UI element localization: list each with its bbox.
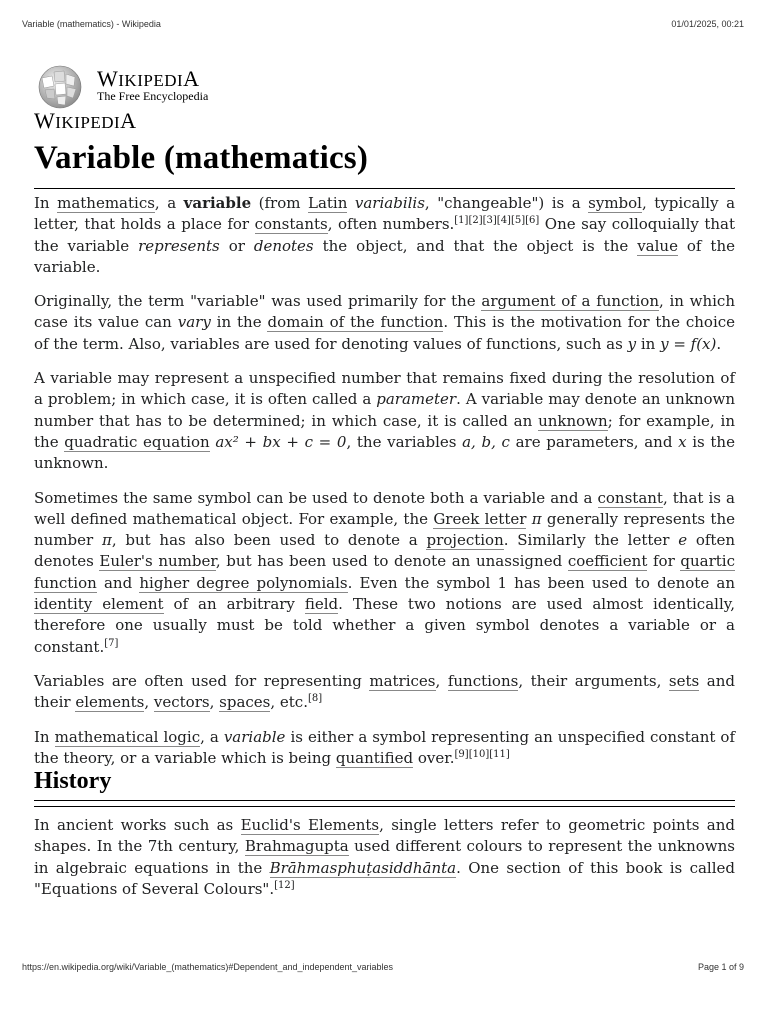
- math-y-equals-f-x: y = f(x): [660, 334, 717, 353]
- ref-10[interactable]: [10]: [468, 748, 490, 760]
- section-divider-bottom: [34, 806, 735, 807]
- ref-12[interactable]: [12]: [274, 879, 295, 891]
- ref-4[interactable]: [4]: [496, 215, 511, 227]
- ref-7[interactable]: [7]: [104, 637, 119, 649]
- link-greek-letter[interactable]: Greek letter: [433, 509, 527, 528]
- link-unknown[interactable]: unknown: [538, 411, 608, 430]
- link-latin[interactable]: Latin: [307, 194, 348, 212]
- link-higher-degree-polynomials[interactable]: higher degree polynomials: [139, 573, 348, 592]
- article-body: [34, 193, 735, 782]
- link-symbol[interactable]: symbol: [588, 194, 642, 212]
- link-elements[interactable]: elements: [75, 693, 145, 712]
- link-argument-of-a-function[interactable]: argument of a function: [481, 292, 659, 311]
- title-divider: [34, 188, 735, 189]
- math-y: y: [627, 334, 637, 353]
- link-projection[interactable]: projection: [426, 531, 504, 550]
- ref-1[interactable]: [1]: [454, 215, 469, 227]
- link-vectors[interactable]: vectors: [153, 693, 210, 712]
- page-title: Variable (mathematics): [34, 140, 369, 176]
- link-constant[interactable]: constant: [597, 488, 663, 507]
- math-pi-number: π: [101, 531, 112, 550]
- paragraph-logic: In mathematical logic, a variable is either a symbol representing an unspecified constant of the theory, or a variable which is being quantified over.[9][10][11]: [34, 727, 736, 767]
- ref-9[interactable]: [9]: [454, 748, 469, 760]
- ref-8[interactable]: [8]: [307, 693, 323, 705]
- link-euclids-elements[interactable]: Euclid's Elements: [240, 816, 380, 834]
- link-brahmasphutasiddhanta[interactable]: Brāhmasphuṭasiddhānta: [269, 858, 457, 877]
- print-header-datetime: 01/01/2025, 00:21: [671, 19, 744, 29]
- print-footer-url: https://en.wikipedia.org/wiki/Variable_(mathematics)#Dependent_and_independent_variables: [22, 962, 394, 972]
- math-e: e: [678, 531, 688, 550]
- print-footer-page: Page 1 of 9: [697, 962, 744, 972]
- link-identity-element[interactable]: identity element: [34, 595, 164, 614]
- paragraph-parameter: A variable may represent a unspecified number that remains fixed during the resolution of a problem; in which case, it is often called a parameter. A variable may denote an unknown number that has to be determined; in which case, it is called an unknown; for example, in the quadratic equation ax² + bx + c = 0, the variables a, b, c are parameters, and x is the unknown.: [34, 369, 736, 473]
- math-quadratic: ax² + bx + c = 0: [215, 432, 347, 451]
- math-one: 1: [497, 573, 507, 592]
- wikipedia-wordmark-secondary[interactable]: WIKIPEDIA: [34, 108, 137, 133]
- paragraph-originally: Originally, the term "variable" was used primarily for the argument of a function, in which case its value can vary in the domain of the function. This is the motivation for the choice of the term. Also, variables are used for denoting values of functions, such as y in y = f(x).: [34, 292, 736, 353]
- ref-6[interactable]: [6]: [525, 215, 540, 227]
- history-body: [34, 815, 735, 900]
- link-functions[interactable]: functions: [447, 671, 519, 690]
- section-heading-history: History: [34, 768, 112, 794]
- math-abc: a, b, c: [462, 432, 510, 451]
- link-quantified[interactable]: quantified: [335, 748, 414, 767]
- print-header-title: Variable (mathematics) - Wikipedia: [22, 19, 161, 29]
- math-pi: π: [531, 509, 542, 528]
- link-quadratic-equation[interactable]: quadratic equation: [64, 432, 210, 451]
- wikipedia-tagline: The Free Encyclopedia: [97, 89, 209, 103]
- paragraph-history: In ancient works such as Euclid's Elements, single letters refer to geometric points and shapes. In the 7th century, Brahmagupta used different colours to represent the unknowns in algebraic equations in the Brāhmasphuṭasiddhānta. One section of this book is called "Equations of Several Colours".[12]: [34, 816, 735, 898]
- link-matrices[interactable]: matrices: [369, 671, 436, 690]
- paragraph-constant: Sometimes the same symbol can be used to denote both a variable and a constant, that is a well defined mathematical object. For example, the Greek letter π generally represents the number π, but has also been used to denote a projection. Similarly the letter e often denotes Euler's number, but has been used to denote an unassigned coefficient for quartic function and higher degree polynomials. Even the symbol 1 has been used to denote an identity element of an arbitrary field. These two notions are used almost identically, therefore one usually must be told whether a given symbol denotes a variable or a constant.[7]: [34, 488, 736, 656]
- link-spaces[interactable]: spaces: [219, 693, 271, 712]
- link-sets[interactable]: sets: [668, 671, 700, 690]
- wikipedia-wordmark[interactable]: WIKIPEDIA: [97, 66, 200, 91]
- paragraph-intro: In mathematics, a variable (from Latin variabilis, "changeable") is a symbol, typically a letter, that holds a place for constants, often numbers.[1][2][3][4][5][6] One say colloquially that the variable represents or denotes the object, and that the object is the value of the variable.: [34, 194, 736, 276]
- section-divider-top: [34, 800, 735, 801]
- ref-5[interactable]: [5]: [510, 215, 526, 227]
- link-brahmagupta[interactable]: Brahmagupta: [244, 837, 349, 856]
- link-value[interactable]: value: [637, 236, 678, 255]
- link-mathematical-logic[interactable]: mathematical logic: [54, 727, 201, 746]
- ref-11[interactable]: [11]: [489, 748, 510, 760]
- link-domain-of-the-function[interactable]: domain of the function: [267, 313, 444, 332]
- link-eulers-number[interactable]: Euler's number: [99, 552, 216, 571]
- link-mathematics[interactable]: mathematics: [57, 194, 155, 212]
- ref-3[interactable]: [3]: [482, 215, 497, 227]
- math-x: x: [678, 432, 687, 451]
- link-coefficient[interactable]: coefficient: [567, 552, 648, 571]
- paragraph-representing: Variables are often used for representing matrices, functions, their arguments, sets and their elements, vectors, spaces, etc.[8]: [34, 671, 735, 712]
- wikipedia-globe-icon[interactable]: [34, 64, 86, 110]
- ref-2[interactable]: [2]: [468, 215, 483, 227]
- link-field[interactable]: field: [304, 595, 339, 614]
- term-variable: variable: [183, 194, 252, 212]
- link-constants[interactable]: constants: [254, 215, 328, 234]
- link-quartic-function[interactable]: quartic function: [34, 552, 736, 592]
